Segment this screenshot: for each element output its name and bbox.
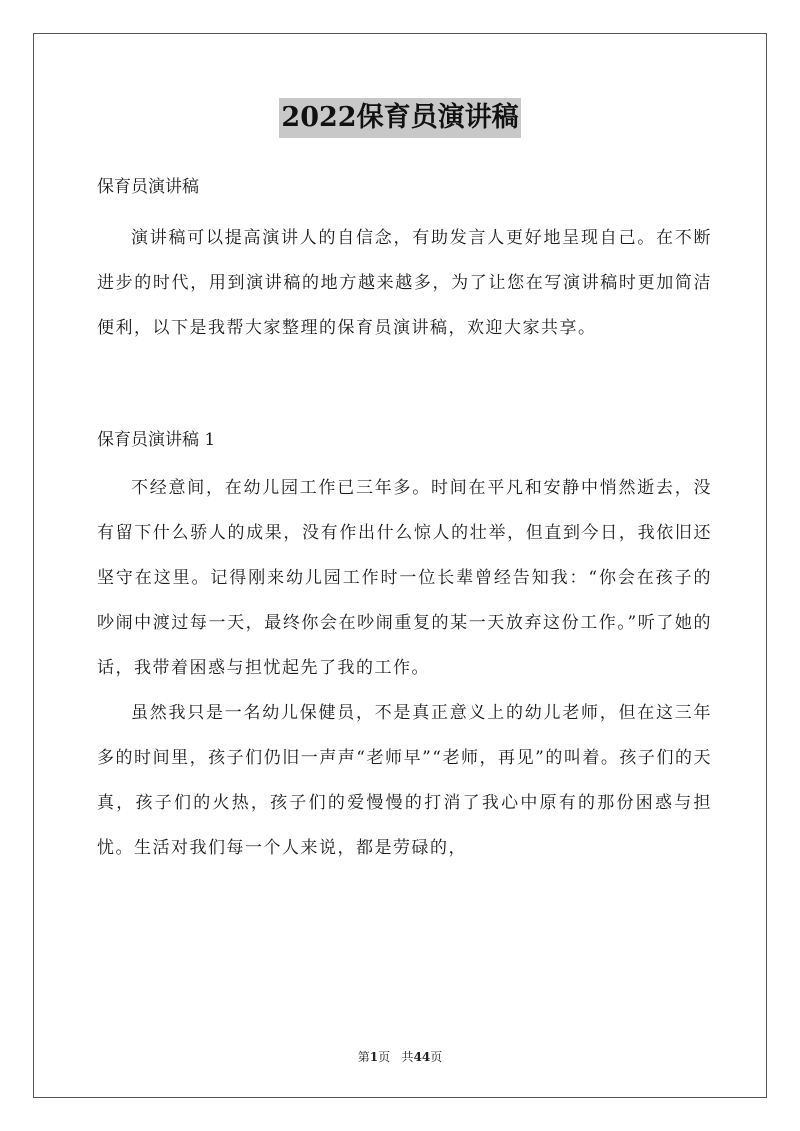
- body-paragraph: 不经意间，在幼儿园工作已三年多。时间在平凡和安静中悄然逝去，没有留下什么骄人的成果，没有作出什么惊人的壮举，但直到今日，我依旧还坚守在这里。记得刚来幼儿园工作时一位长辈曾经告知我：“你会在孩子的吵闹中渡过每一天，最终你会在吵闹重复的某一天放弃这份工作。”听了她的话，我带着困惑与担忧起先了我的工作。: [97, 478, 712, 678]
- body-paragraph: 虽然我只是一名幼儿保健员，不是真正意义上的幼儿老师，但在这三年多的时间里，孩子们仍旧一声声“老师早”“老师，再见”的叫着。孩子们的天真，孩子们的火热，孩子们的爱慢慢的打消了我心中原有的那份困惑与担忧。生活对我们每一个人来说，都是劳碌的，: [97, 703, 712, 858]
- intro-paragraph: 演讲稿可以提高演讲人的自信念，有助发言人更好地呈现自己。在不断进步的时代，用到演讲稿的地方越来越多，为了让您在写演讲稿时更加简洁便利，以下是我帮大家整理的保育员演讲稿，欢迎大家共享。: [97, 228, 712, 338]
- page-suffix: 页: [378, 1050, 391, 1064]
- total-suffix: 页: [430, 1050, 443, 1064]
- section-heading: 保育员演讲稿 1: [97, 430, 216, 450]
- page-prefix: 第: [357, 1050, 370, 1064]
- page-number: 1: [369, 1050, 379, 1064]
- document-title: 2022保育员演讲稿: [279, 98, 520, 138]
- intro-heading: 保育员演讲稿: [97, 177, 199, 197]
- total-pages: 44: [413, 1050, 431, 1064]
- page-footer: [0, 1048, 800, 1065]
- document-body: [97, 168, 712, 871]
- title-container: [0, 98, 800, 138]
- total-prefix: 共: [401, 1050, 414, 1064]
